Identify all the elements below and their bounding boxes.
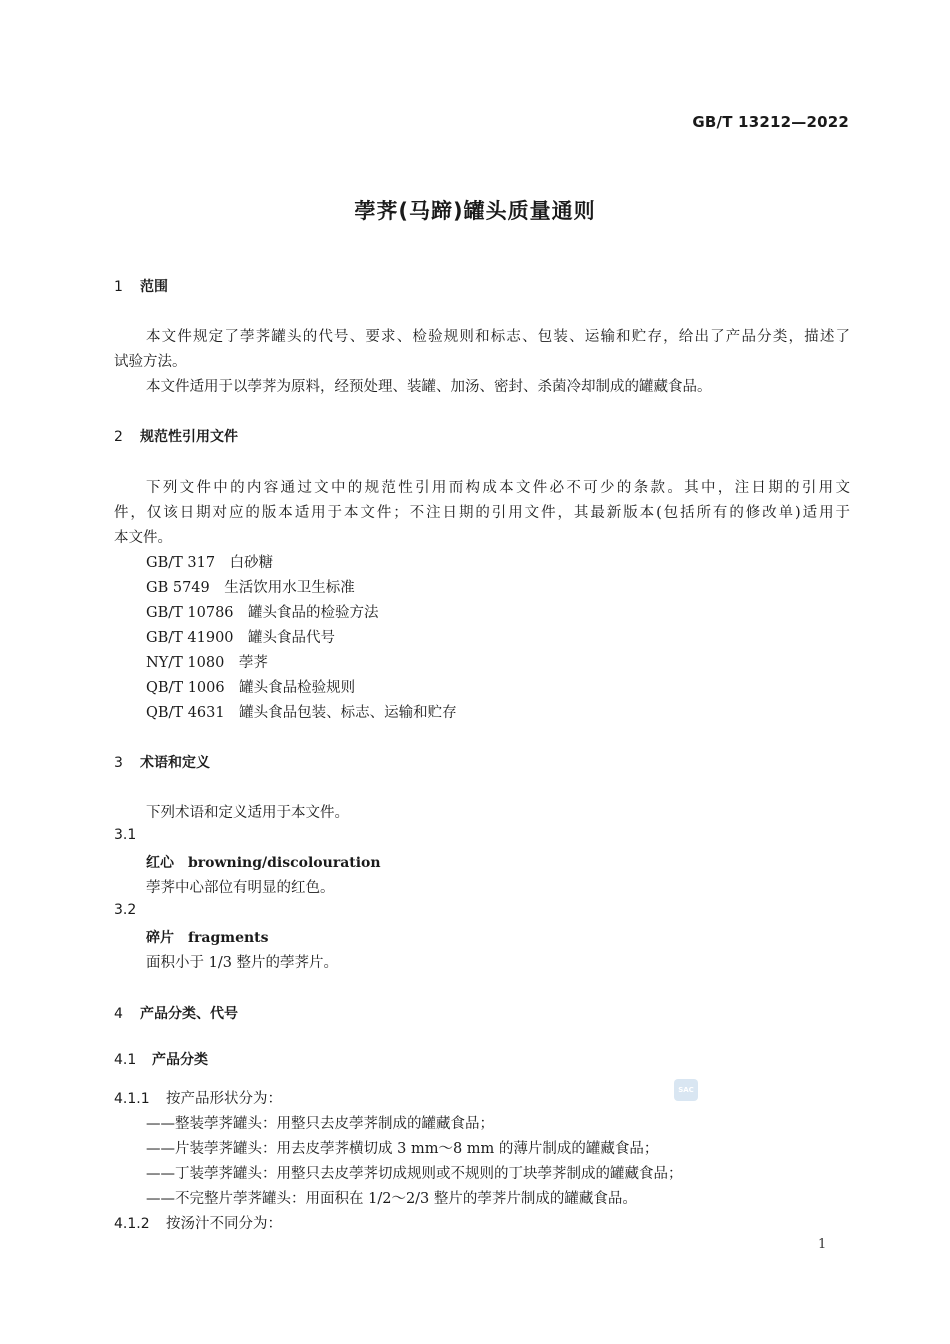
reference-code: NY/T 1080	[146, 655, 225, 671]
list-item: ——丁装荸荠罐头：用整只去皮荸荠切成规则或不规则的丁块荸荠制成的罐藏食品；	[146, 1166, 683, 1182]
reference-code: GB/T 41900	[146, 630, 234, 646]
subsection-title: 产品分类	[152, 1052, 208, 1068]
paragraph-line: 本文件规定了荸荠罐头的代号、要求、检验规则和标志、包装、运输和贮存，给出了产品分类，描述了	[146, 329, 850, 345]
standard-number: GB/T 13212—2022	[692, 113, 849, 131]
section-4-heading	[114, 1003, 238, 1023]
section-title: 产品分类、代号	[140, 1006, 238, 1022]
sac-watermark-logo: SAC	[674, 1079, 698, 1101]
section-2-heading	[114, 426, 238, 446]
clause-4-1-2	[114, 1212, 282, 1233]
section-1-heading	[114, 276, 168, 296]
page-number: 1	[818, 1237, 827, 1252]
reference-title: 罐头食品代号	[248, 630, 336, 646]
list-item: ——整装荸荠罐头：用整只去皮荸荠制成的罐藏食品；	[146, 1116, 494, 1132]
clause-text: 按产品形状分为：	[166, 1091, 282, 1107]
reference-code: GB/T 317	[146, 555, 216, 571]
reference-title: 罐头食品的检验方法	[248, 605, 379, 621]
section-title: 术语和定义	[140, 755, 210, 771]
paragraph-line: 下列文件中的内容通过文中的规范性引用而构成本文件必不可少的条款。其中，注日期的引用文	[146, 480, 850, 496]
reference-title: 生活饮用水卫生标准	[224, 580, 355, 596]
paragraph: 本文件适用于以荸荠为原料，经预处理、装罐、加汤、密封、杀菌冷却制成的罐藏食品。	[146, 379, 712, 395]
reference-code: QB/T 1006	[146, 680, 225, 696]
term-number: 3.2	[114, 902, 137, 918]
term-definition: 面积小于 1/3 整片的荸荠片。	[146, 955, 339, 971]
document-title: 荸荠(马蹄)罐头质量通则	[354, 199, 596, 223]
term-heading	[146, 927, 269, 947]
list-item: ——不完整片荸荠罐头：用面积在 1/2～2/3 整片的荸荠片制成的罐藏食品。	[146, 1191, 637, 1207]
section-number: 2	[114, 429, 123, 445]
clause-number: 4.1.1	[114, 1091, 150, 1107]
clause-text: 按汤汁不同分为：	[166, 1216, 282, 1232]
reference-item	[146, 701, 457, 722]
reference-item	[146, 651, 268, 672]
term-number: 3.1	[114, 827, 137, 843]
section-title: 规范性引用文件	[140, 429, 238, 445]
section-number: 4	[114, 1006, 123, 1022]
term-definition: 荸荠中心部位有明显的红色。	[146, 880, 335, 896]
reference-code: GB 5749	[146, 580, 210, 596]
clause-4-1-1	[114, 1087, 282, 1108]
reference-item	[146, 601, 379, 622]
subsection-number: 4.1	[114, 1052, 137, 1068]
reference-item	[146, 676, 355, 697]
reference-item	[146, 626, 335, 647]
reference-item	[146, 576, 355, 597]
term-chinese: 红心	[146, 855, 174, 871]
reference-title: 白砂糖	[229, 555, 274, 571]
reference-item	[146, 551, 273, 572]
term-chinese: 碎片	[146, 930, 174, 946]
section-title: 范围	[140, 279, 168, 295]
reference-title: 罐头食品检验规则	[239, 680, 356, 696]
reference-title: 罐头食品包装、标志、运输和贮存	[239, 705, 457, 721]
paragraph-line: 本文件。	[114, 530, 172, 546]
section-3-heading	[114, 752, 210, 772]
reference-code: QB/T 4631	[146, 705, 225, 721]
term-heading	[146, 852, 381, 872]
section-number: 3	[114, 755, 123, 771]
list-item: ——片装荸荠罐头：用去皮荸荠横切成 3 mm～8 mm 的薄片制成的罐藏食品；	[146, 1141, 659, 1157]
section-number: 1	[114, 279, 123, 295]
reference-code: GB/T 10786	[146, 605, 234, 621]
paragraph: 下列术语和定义适用于本文件。	[146, 805, 349, 821]
paragraph-line: 件，仅该日期对应的版本适用于本文件；不注日期的引用文件，其最新版本(包括所有的修改单)适用于	[114, 505, 850, 521]
term-english: browning/discolouration	[188, 855, 381, 871]
paragraph-line: 试验方法。	[114, 354, 187, 370]
subsection-4-1-heading	[114, 1049, 208, 1069]
clause-number: 4.1.2	[114, 1216, 150, 1232]
reference-title: 荸荠	[238, 655, 268, 671]
term-english: fragments	[188, 930, 269, 946]
